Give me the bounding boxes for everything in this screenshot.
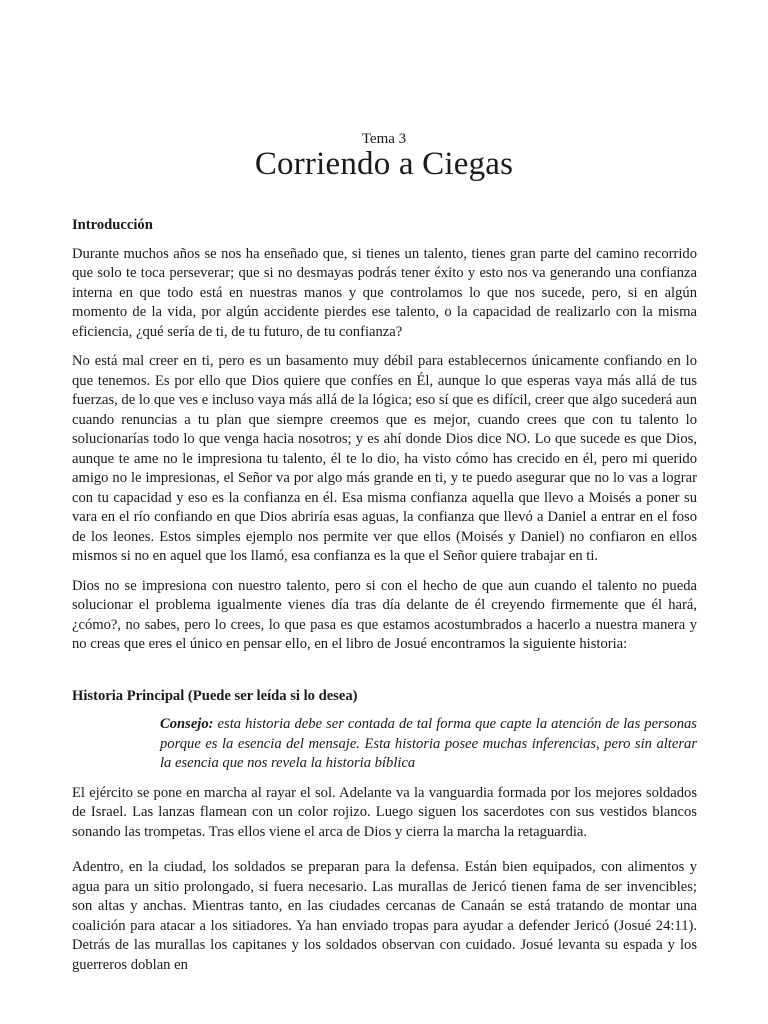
paragraph: Dios no se impresiona con nuestro talento, pero si con el hecho de que aun cuando el talento no pueda solucionar el problema igualmente vienes día tras día delante de él creyendo firmemente que él hará, ¿cómo?, no sabes, pero lo crees, lo que pasa es que estamos acostumbrados a hacerlo a nuestra manera y no creas que eres el único en pensar ello, en el libro de Josué encontramos la siguiente historia: (72, 577, 697, 652)
consejo-text: esta historia debe ser contada de tal forma que capte la atención de las personas porque es la esencia del mensaje. Esta historia posee muchas inferencias, pero sin alterar la esencia que nos revela la historia bíblica (160, 716, 697, 771)
page-title: Corriendo a Ciegas (254, 146, 514, 182)
consejo-label: Consejo: (160, 716, 214, 732)
paragraph: No está mal creer en ti, pero es un basamento muy débil para establecernos únicamente confiando en lo que tenemos. Es por ello que Dios quiere que confíes en Él, aunque lo que esperas vaya más allá de tus fuerzas, de lo que ves e incluso vaya más allá de la lógica; eso sí que es difícil, creer que algo sucederá aun cuando renuncias a tu plan que siempre creemos que es mejor, cuando crees que con tu talento lo solucionarías todo lo que venga hacia nosotros; y es ahí donde Dios dice NO. Lo que sucede es que Dios, aunque te ame no le impresiona tu talento, él te lo dio, ha visto cómo has crecido en él, pero mi querido amigo no le impresionas, el Señor va por algo más grande en ti, y te puedo asegurar que no lo vas a lograr con tu capacidad y eso es la confianza en él. Esa misma confianza aquella que llevo a Moisés a poner su vara en el río confiando en que Dios abriría esas aguas, la confianza que llevó a Daniel a entrar en el foso de los leones. Estos simples ejemplo nos permite ver que ellos (Moisés y Daniel) no confiaron en ellos mismos si no en aquel que los llamó, esa confianza es la que el Señor quiere trabajar en ti. (72, 353, 697, 564)
document-body (72, 216, 697, 985)
paragraph: Durante muchos años se nos ha enseñado que, si tienes un talento, tienes gran parte del camino recorrido que solo te toca perseverar; que si no desmayas podrás tener éxito y esto nos va generando una confianza interna en que todo está en nuestras manos y que controlamos lo que nos sucede, pero, si en algún momento de la vida, por algún accidente pierdes ese talento, o la capacidad de realizarlo con la misma eficiencia, ¿qué sería de ti, de tu futuro, de tu confianza? (72, 245, 697, 340)
story-paragraph: El ejército se pone en marcha al rayar el sol. Adelante va la vanguardia formada por los mejores soldados de Israel. Las lanzas flamean con un color rojizo. Luego siguen los sacerdotes con sus vestidos blancos sonando las trompetas. Tras ellos viene el arca de Dios y cierra la marcha la retaguardia. (72, 784, 697, 840)
historia-heading: Historia Principal (Puede ser leída si lo desea) (72, 687, 358, 704)
intro-heading: Introducción (72, 217, 153, 233)
consejo-note (160, 715, 697, 774)
story-paragraph: Adentro, en la ciudad, los soldados se preparan para la defensa. Están bien equipados, con alimentos y agua para un sitio prolongado, si fuera necesario. Las murallas de Jericó tienen fama de ser invencibles; son altas y anchas. Mientras tanto, en las ciudades cercanas de Canaán se está tratando de montar una coalición para atacar a los sitiadores. Ya han enviado tropas para ayudar a defender Jericó (Josué 24:11). Detrás de las murallas los capitanes y los soldados observan con cuidado. Josué levanta su espada y los guerreros doblan en (72, 859, 697, 973)
chapter-label: Tema 3 (361, 131, 407, 147)
